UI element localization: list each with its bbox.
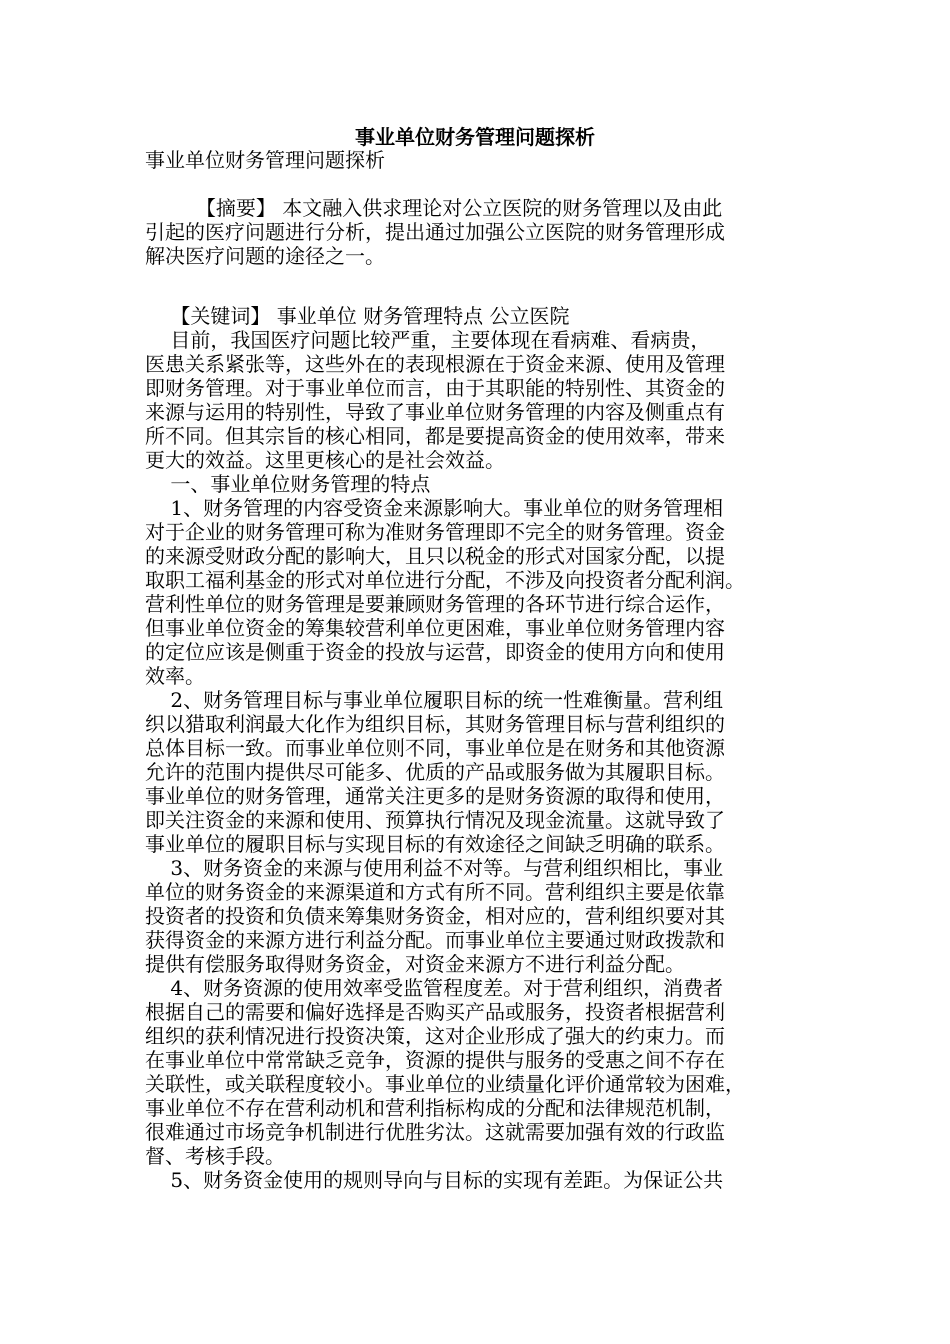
paragraph-line: 总体目标一致。而事业单位则不同，事业单位是在财务和其他资源 [145,736,725,760]
paragraph-line: 事业单位的财务管理，通常关注更多的是财务资源的取得和使用， [145,784,725,808]
paragraph-line: 5、财务资金使用的规则导向与目标的实现有差距。为保证公共 [145,1168,724,1192]
paragraph-line: 在事业单位中常常缺乏竞争，资源的提供与服务的受惠之间不存在 [145,1048,725,1072]
paragraph-line: 事业单位的履职目标与实现目标的有效途径之间缺乏明确的联系。 [145,832,725,856]
paragraph-line: 2、财务管理目标与事业单位履职目标的统一性难衡量。营利组 [145,688,724,712]
paragraph-line: 单位的财务资金的来源渠道和方式有所不同。营利组织主要是依靠 [145,880,725,904]
abstract-line: 【摘要】 本文融入供求理论对公立医院的财务管理以及由此 [145,196,723,220]
paragraph-line: 督、考核手段。 [145,1144,285,1168]
paragraph-line: 获得资金的来源方进行利益分配。而事业单位主要通过财政拨款和 [145,928,725,952]
paragraph-line: 织以猎取利润最大化作为组织目标，其财务管理目标与营利组织的 [145,712,725,736]
paragraph-line: 3、财务资金的来源与使用利益不对等。与营利组织相比，事业 [145,856,724,880]
abstract-line: 解决医疗问题的途径之一。 [145,244,385,268]
paragraph-line: 营利性单位的财务管理是要兼顾财务管理的各环节进行综合运作， [145,592,725,616]
paragraph-line: 投资者的投资和负债来筹集财务资金，相对应的，营利组织要对其 [145,904,725,928]
paragraph-line: 目前，我国医疗问题比较严重，主要体现在看病难、看病贵， [145,328,711,352]
paragraph-line: 即财务管理。对于事业单位而言，由于其职能的特别性、其资金的 [145,376,725,400]
paragraph-line: 根据自己的需要和偏好选择是否购买产品或服务，投资者根据营利 [145,1000,725,1024]
paragraph-line: 取职工福利基金的形式对单位进行分配，不涉及向投资者分配利润。 [145,568,745,592]
section-heading: 一、事业单位财务管理的特点 [145,472,431,496]
paragraph-line: 关联性，或关联程度较小。事业单位的业绩量化评价通常较为困难， [145,1072,745,1096]
paragraph-line: 即关注资金的来源和使用、预算执行情况及现金流量。这就导致了 [145,808,725,832]
paragraph-line: 允许的范围内提供尽可能多、优质的产品或服务做为其履职目标。 [145,760,725,784]
paragraph-line: 所不同。但其宗旨的核心相同，都是要提高资金的使用效率，带来 [145,424,725,448]
paragraph-line: 更大的效益。这里更核心的是社会效益。 [145,448,505,472]
paragraph-line: 效率。 [145,664,205,688]
document-title: 事业单位财务管理问题探析 [355,125,595,149]
paragraph-line: 4、财务资源的使用效率受监管程度差。对于营利组织，消费者 [145,976,724,1000]
paragraph-line: 很难通过市场竞争机制进行优胜劣汰。这就需要加强有效的行政监 [145,1120,725,1144]
document-subtitle: 事业单位财务管理问题探析 [145,148,385,172]
paragraph-line: 医患关系紧张等，这些外在的表现根源在于资金来源、使用及管理 [145,352,725,376]
paragraph-line: 的定位应该是侧重于资金的投放与运营，即资金的使用方向和使用 [145,640,725,664]
blank-line [145,268,805,292]
paragraph-line: 来源与运用的特别性，导致了事业单位财务管理的内容及侧重点有 [145,400,725,424]
paragraph-line: 但事业单位资金的筹集较营利单位更困难，事业单位财务管理内容 [145,616,725,640]
abstract-line: 引起的医疗问题进行分析，提出通过加强公立医院的财务管理形成 [145,220,725,244]
blank-line [145,292,805,304]
document-body [145,148,805,1192]
keywords-line: 【关键词】 事业单位 财务管理特点 公立医院 [145,304,570,328]
paragraph-line: 的来源受财政分配的影响大，且只以税金的形式对国家分配，以提 [145,544,725,568]
paragraph-line: 对于企业的财务管理可称为准财务管理即不完全的财务管理。资金 [145,520,725,544]
paragraph-line: 事业单位不存在营利动机和营利指标构成的分配和法律规范机制， [145,1096,725,1120]
paragraph-line: 提供有偿服务取得财务资金，对资金来源方不进行利益分配。 [145,952,685,976]
blank-line [145,172,805,196]
paragraph-line: 组织的获利情况进行投资决策，这对企业形成了强大的约束力。而 [145,1024,725,1048]
paragraph-line: 1、财务管理的内容受资金来源影响大。事业单位的财务管理相 [145,496,724,520]
